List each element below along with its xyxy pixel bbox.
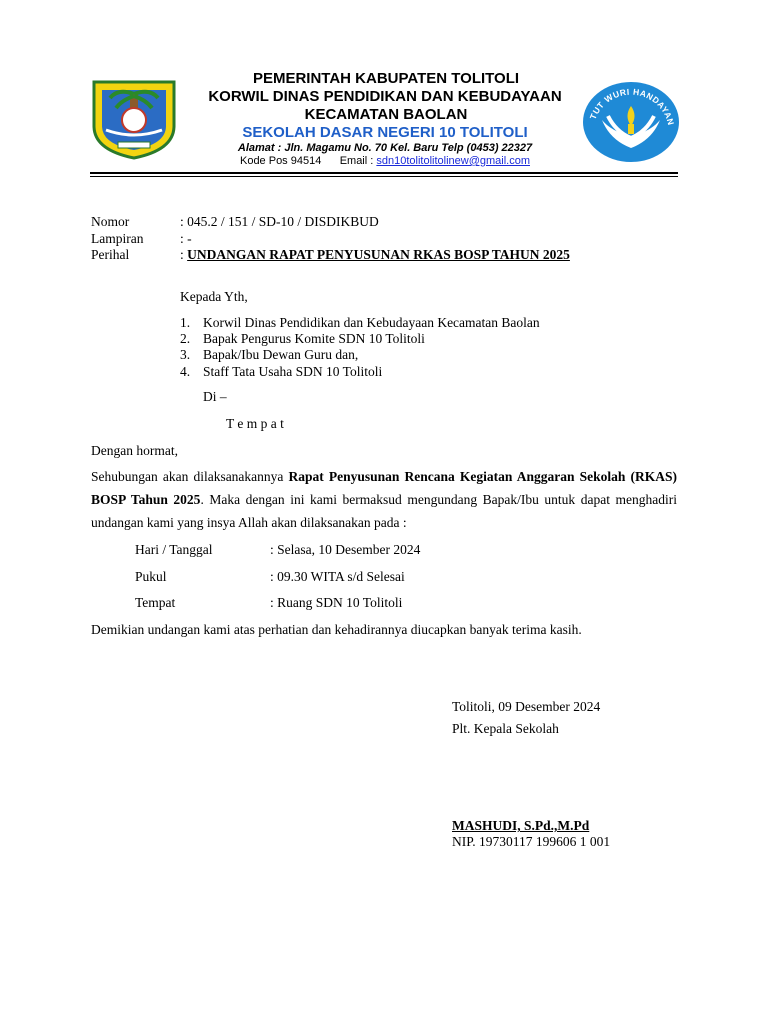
detail-label: Hari / Tanggal	[135, 542, 213, 557]
recipient-item: Bapak Pengurus Komite SDN 10 Tolitoli	[203, 331, 425, 346]
perihal-label: Perihal	[91, 247, 130, 262]
lampiran-value: : -	[180, 231, 192, 246]
letterhead-divider-thick	[90, 172, 678, 174]
letterhead-district: KECAMATAN BAOLAN	[304, 106, 468, 123]
letterhead-address: Alamat : Jln. Magamu No. 70 Kel. Baru Telp (0453) 22327	[237, 142, 533, 154]
nomor-label: Nomor	[91, 214, 130, 229]
body-paragraph	[91, 465, 677, 534]
letterhead-contact	[200, 155, 570, 167]
salutation: Dengan hormat,	[91, 443, 178, 458]
regency-emblem-logo	[88, 76, 180, 160]
recipient-number: 2.	[180, 331, 191, 346]
signature-place-date: Tolitoli, 09 Desember 2024	[452, 699, 601, 714]
recipient-item: Korwil Dinas Pendidikan dan Kebudayaan Kecamatan Baolan	[203, 315, 540, 330]
detail-label: Tempat	[135, 595, 176, 610]
letterhead-department: KORWIL DINAS PENDIDIKAN DAN KEBUDAYAAN	[208, 88, 562, 105]
logo-motto: TUT WURI HANDAYAN	[587, 86, 677, 127]
signature-name: MASHUDI, S.Pd.,M.Pd	[452, 818, 590, 833]
letterhead-divider-thin	[90, 176, 678, 177]
paragraph-intro: Sehubungan akan dilaksanakannya	[91, 469, 289, 484]
letterhead-government: PEMERINTAH KABUPATEN TOLITOLI	[252, 70, 520, 87]
paragraph-meeting-title: Rapat Penyusunan Rencana Kegiatan Anggaran Sekolah (RKAS) BOSP Tahun 2025	[91, 469, 677, 507]
email-label: Email :	[339, 155, 374, 167]
detail-value: : 09.30 WITA s/d Selesai	[270, 569, 405, 584]
detail-value: : Ruang SDN 10 Tolitoli	[270, 595, 403, 610]
closing-sentence: Demikian undangan kami atas perhatian dan kehadirannya diucapkan banyak terima kasih.	[91, 622, 582, 637]
email-link[interactable]: sdn10tolitolitolinew@gmail.com	[376, 155, 530, 167]
perihal-colon: :	[180, 247, 184, 262]
recipient-tempat: T e m p a t	[226, 416, 284, 431]
nomor-value: : 045.2 / 151 / SD-10 / DISDIKBUD	[180, 214, 379, 229]
signature-position: Plt. Kepala Sekolah	[452, 721, 559, 736]
detail-value: : Selasa, 10 Desember 2024	[270, 542, 421, 557]
lampiran-label: Lampiran	[91, 231, 144, 246]
signature-nip: NIP. 19730117 199606 1 001	[452, 834, 611, 849]
recipient-number: 4.	[180, 364, 191, 379]
detail-label: Pukul	[135, 569, 167, 584]
recipient-item: Staff Tata Usaha SDN 10 Tolitoli	[203, 364, 383, 379]
paragraph-invitation: . Maka dengan ini kami bermaksud mengundang Bapak/Ibu untuk dapat menghadiri undangan kami yang insya Allah akan dilaksanakan pada :	[91, 492, 678, 530]
recipient-number: 3.	[180, 347, 191, 362]
perihal-line	[180, 247, 570, 263]
recipient-di: Di –	[203, 389, 227, 404]
postal-code: Kode Pos 94514	[239, 155, 322, 167]
recipient-number: 1.	[180, 315, 191, 330]
tut-wuri-handayani-logo	[580, 76, 680, 162]
recipient-greeting: Kepada Yth,	[180, 289, 248, 304]
perihal-value: UNDANGAN RAPAT PENYUSUNAN RKAS BOSP TAHUN 2025	[187, 247, 570, 262]
letterhead-school-name: SEKOLAH DASAR NEGERI 10 TOLITOLI	[242, 124, 528, 141]
recipient-item: Bapak/Ibu Dewan Guru dan,	[203, 347, 359, 362]
